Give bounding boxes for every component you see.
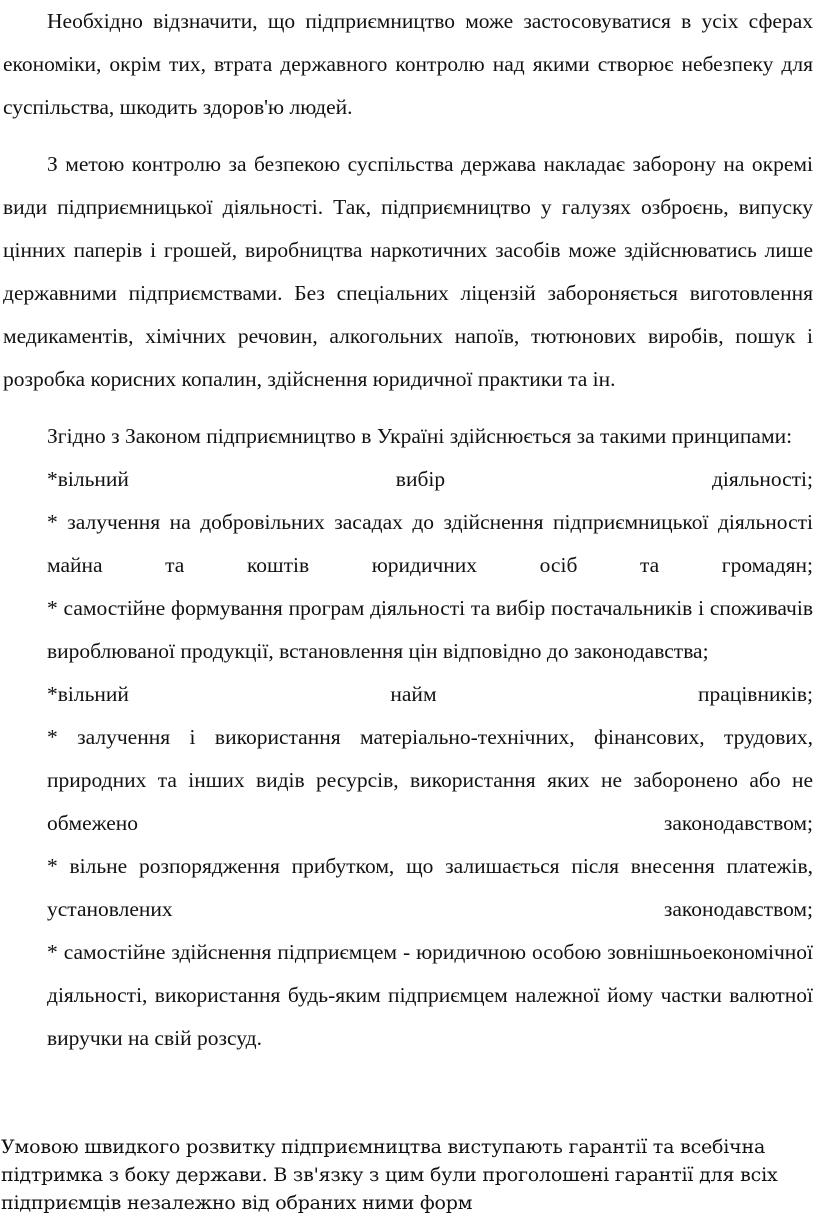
paragraph-scope: Необхідно відзначити, що підприємництво може застосовуватися в усіх сферах економіки, окрім тих, втрата державного контролю над якими створює небезпеку для суспільства, шкодить здоров'ю людей. [3,9,813,119]
paragraph-principles-intro: Згідно з Законом підприємництво в Україні здійснюється за такими принципами: [47,424,793,448]
list-item: * залучення на добровільних засадах до здійснення підприємницької діяльності майна та коштів юридичних осіб та громадян; [47,510,813,577]
list-item: *вільний вибір діяльності; [47,467,813,491]
principles-list [0,458,816,1060]
list-item: * залучення і використання матеріально-технічних, фінансових, трудових, природних та інших видів ресурсів, використання яких не заборонено або не обмежено законодавством; [47,725,813,835]
list-item: * самостійне формування програм діяльності та вибір постачальників і споживачів вироблюваної продукції, встановлення цін відповідно до законодавства; [47,596,813,663]
paragraph-state-restrictions: З метою контролю за безпекою суспільства держава накладає заборону на окремі види підприємницької діяльності. Так, підприємництво у галузях озброєнь, випуску цінних паперів і грошей, виробництва наркотичних засобів може здійснюватись лише державними підприємствами. Без спеціальних ліцензій забороняється виготовлення медикаментів, хімічних речовин, алкогольних напоїв, тютюнових виробів, пошук і розробка корисних копалин, здійснення юридичної практики та ін. [3,152,813,391]
footer-paragraph: Умовою швидкого розвитку підприємництва виступають гарантії та всебічна підтримка з боку держави. В зв'язку з цим були проголошені гарантії для всіх підприємців незалежно від обраних ними форм [1,1136,778,1214]
list-item: * самостійне здійснення підприємцем - юридичною особою зовнішньоекономічної діяльності, використання будь-яким підприємцем належної йому частки валютної виручки на свій розсуд. [47,940,813,1050]
list-item: * вільне розпорядження прибутком, що залишається після внесення платежів, установлених законодавством; [47,854,813,921]
list-item: *вільний найм працівників; [47,682,813,706]
